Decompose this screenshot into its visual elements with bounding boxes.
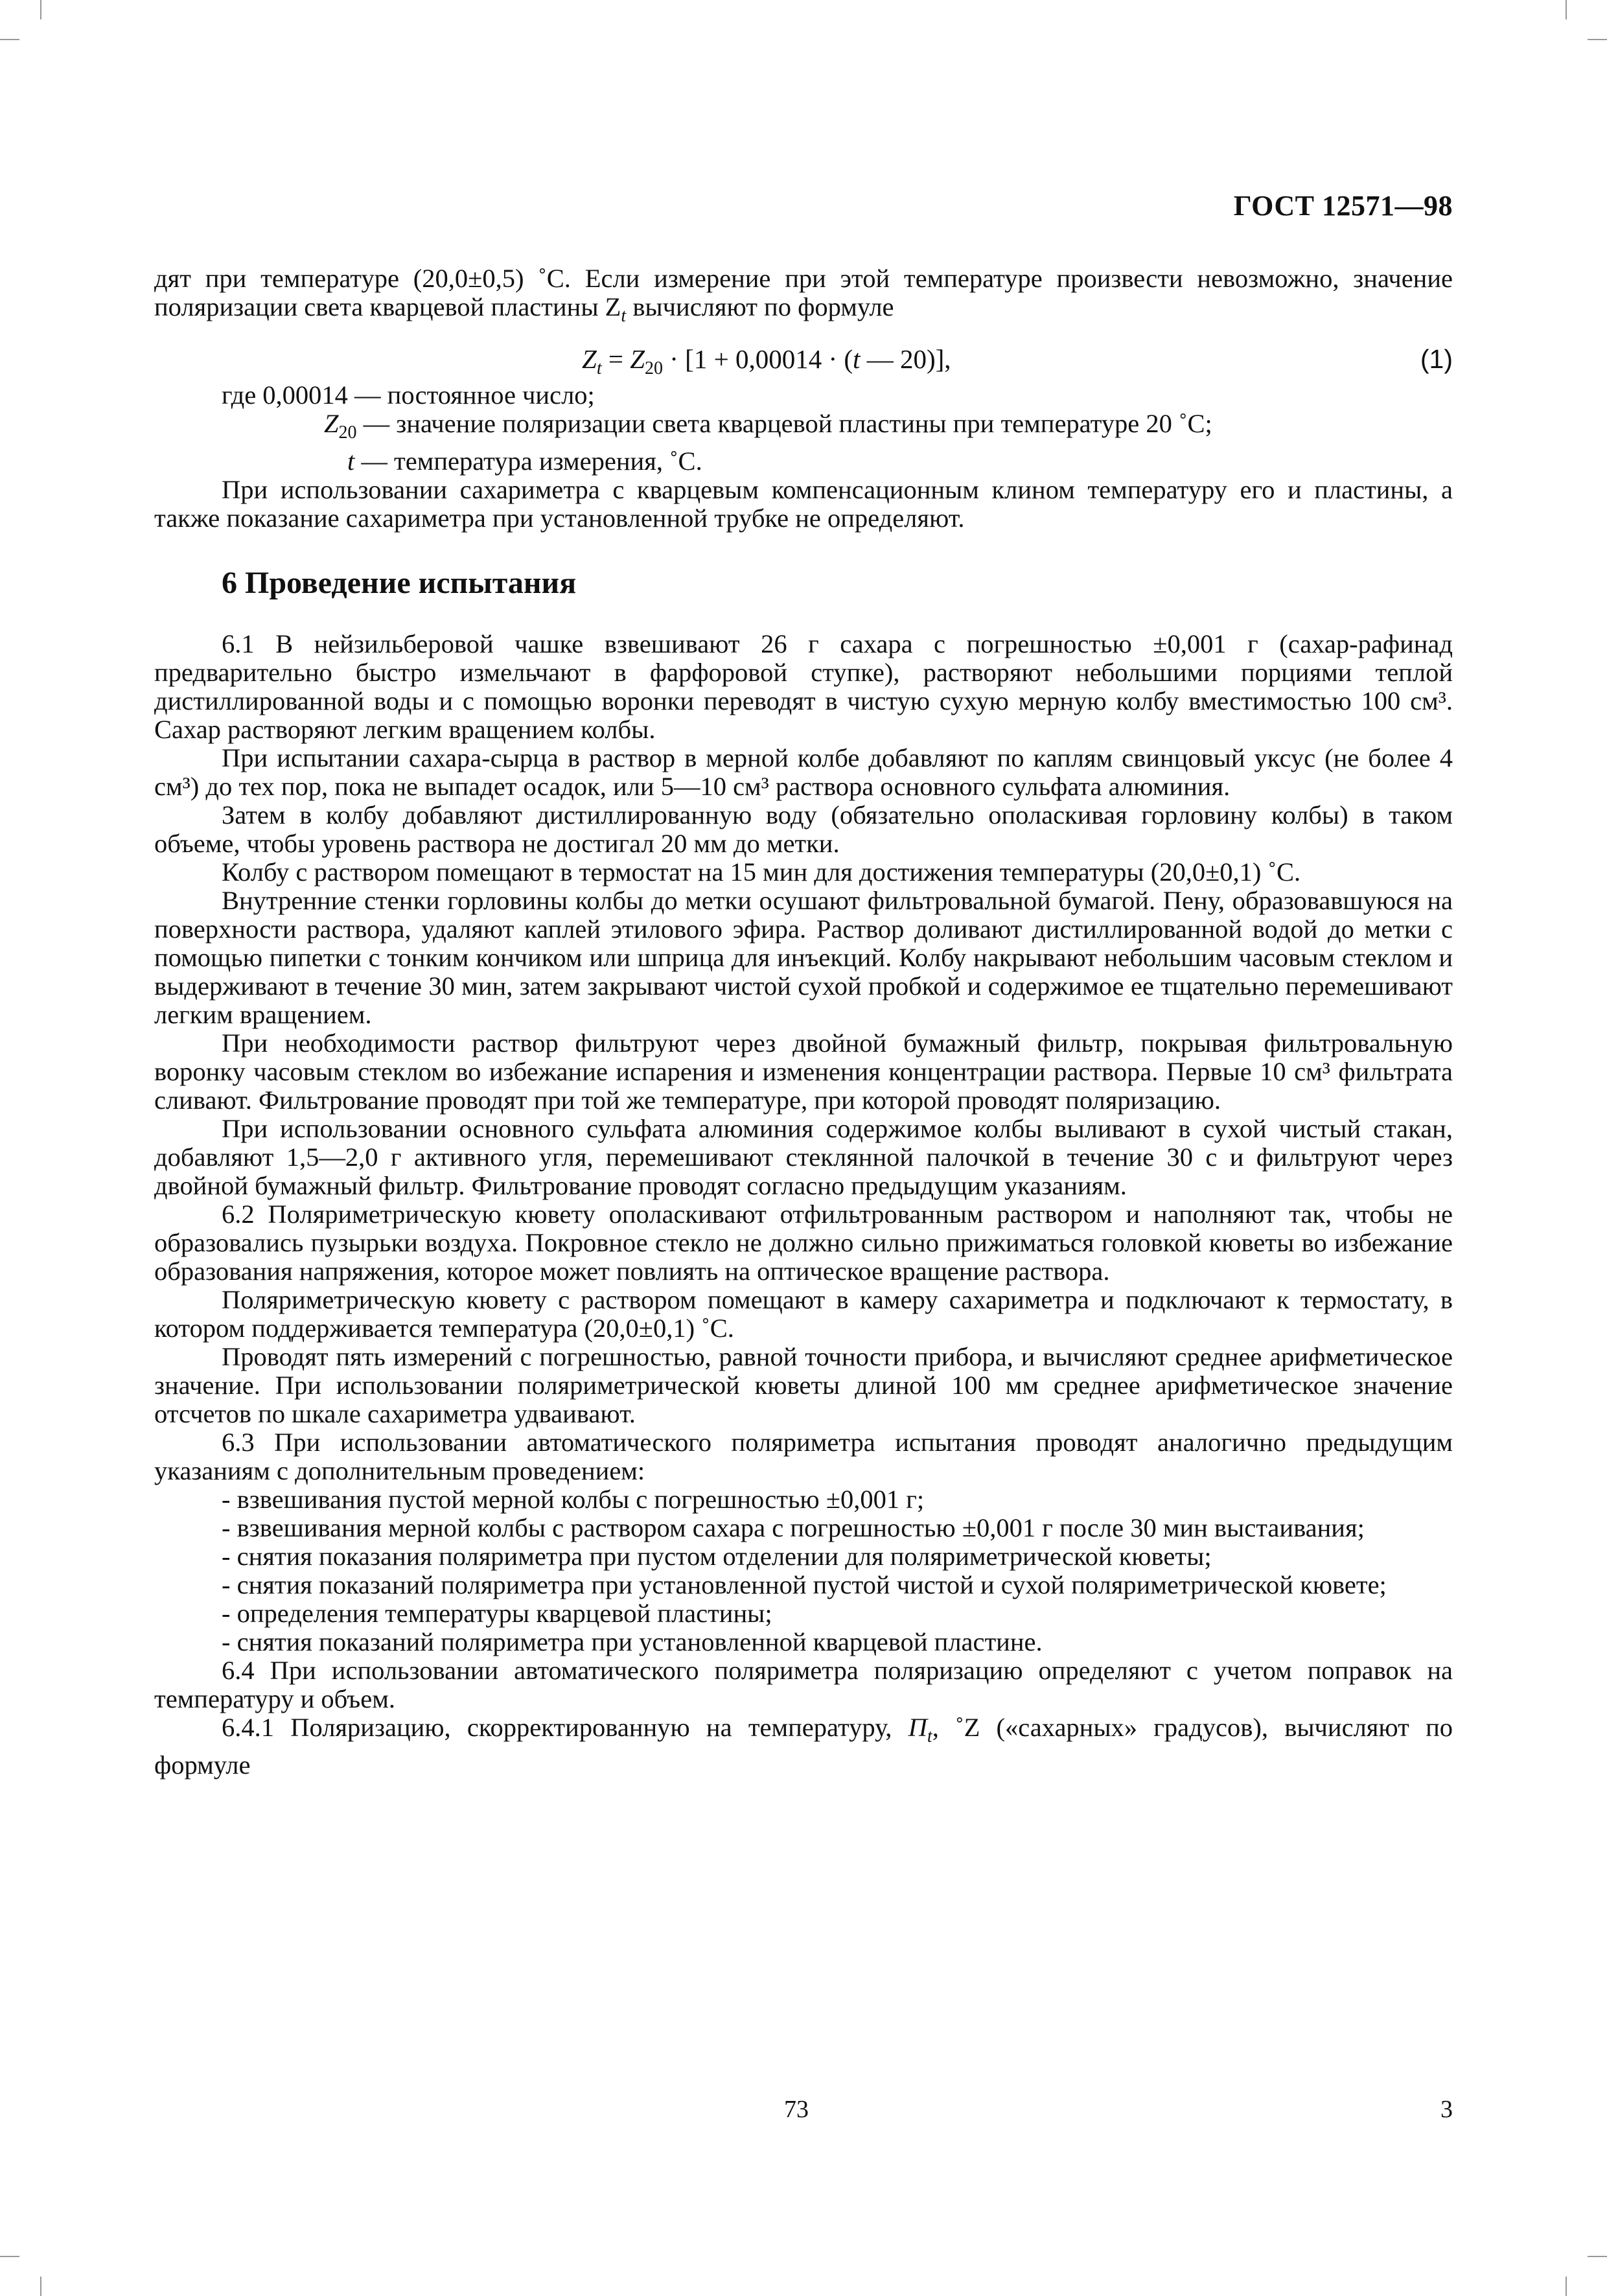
formula-eq: = <box>601 344 630 375</box>
formula-z20: Z <box>630 344 645 375</box>
crop-mark-bottom-left-vertical <box>40 2277 41 2296</box>
list-item: - взвешивания мерной колбы с раствором сахара с погрешностью ±0,001 г после 30 мин выстаивания; <box>222 1513 1365 1543</box>
section-6-title: 6 Проведение испытания <box>222 566 577 601</box>
intro-end: вычисляют по формуле <box>626 292 894 321</box>
clause-6-4: 6.4 При использовании автоматического поляриметра поляризацию определяют с учетом поправок на температуру и объем. <box>154 1656 1453 1714</box>
list-item: - определения температуры кварцевой пластины; <box>222 1599 772 1629</box>
legend-var-z20: Z <box>324 409 339 439</box>
legend-var-z20-sub: 20 <box>338 423 357 443</box>
list-item: - снятия показаний поляриметра при установленной пустой чистой и сухой поляриметрической кювете; <box>222 1570 1387 1600</box>
formula-1-number: (1) <box>1420 344 1453 375</box>
footer-page-number-right: 3 <box>1440 2096 1453 2123</box>
document-code-header: ГОСТ 12571—98 <box>1233 190 1453 222</box>
formula-lhs: Z <box>582 344 597 375</box>
crop-mark-bottom-left <box>0 2256 19 2257</box>
crop-mark-bottom-right-vertical <box>1566 2277 1567 2296</box>
legend-line-2 <box>154 410 1453 447</box>
formula-z20-sub: 20 <box>645 358 664 379</box>
crop-mark-top-left <box>0 39 19 40</box>
five-measurements-paragraph: Проводят пять измерений с погрешностью, равной точности прибора, и вычисляют среднее арифметическое значение. При использовании поляриметрической кюветы длиной 100 мм среднее арифметическое значение отсчетов по шкале сахариметра удваивают. <box>154 1342 1453 1429</box>
clause-6-1: 6.1 В нейзильберовой чашке взвешивают 26 г сахара с погрешностью ±0,001 г (сахар-рафинад предварительно быстро измельчают в фарфоровой ступке), растворяют небольшими порциями теплой дистиллированной воды и с помощью воронки переводят в чистую сухую мерную колбу вместимостью 100 см³. Сахар растворяют легким вращением колбы. <box>154 629 1453 745</box>
filter-paragraph: При необходимости раствор фильтруют через двойной бумажный фильтр, покрывая фильтровальную воронку часовым стеклом во избежание испарения и изменения концентрации раствора. Первые 10 см³ фильтрата сливают. Фильтрование проводят при той же температуре, при которой проводят поляризацию. <box>154 1028 1453 1115</box>
crop-mark-bottom-right <box>1588 2256 1607 2257</box>
intro-paragraph <box>154 264 1453 330</box>
formula-1 <box>154 338 1453 381</box>
formula-t: t <box>853 344 861 375</box>
footer-page-number-center: 73 <box>784 2096 809 2123</box>
clause-6-4-1-end: , ˚Z («сахарных» градусов), вычисляют по формуле <box>154 1713 1453 1780</box>
formula-1-expression <box>582 345 951 383</box>
formula-legend <box>154 381 1453 476</box>
clause-6-4-1-var: П <box>908 1713 927 1743</box>
clause-6-4-1-start: 6.4.1 Поляризацию, скорректированную на температуру, <box>222 1713 908 1743</box>
list-item: - взвешивания пустой мерной колбы с погрешностью ±0,001 г; <box>222 1485 925 1514</box>
sulfate-paragraph: При использовании основного сульфата алюминия содержимое колбы выливают в сухой чистый стакан, добавляют 1,5—2,0 г активного угля, перемешивают стеклянной палочкой в течение 30 с и фильтруют через двойной бумажный фильтр. Фильтрование проводят согласно предыдущим указаниям. <box>154 1114 1453 1201</box>
legend-text-z20: — значение поляризации света кварцевой пластины при температуре 20 ˚С; <box>356 409 1212 439</box>
clause-6-2: 6.2 Поляриметрическую кювету ополаскивают отфильтрованным раствором и наполняют так, чтобы не образовались пузырьки воздуха. Покровное стекло не должно сильно прижиматься головкой кюветы во избежание образования напряжения, которое может повлиять на оптическое вращение раствора. <box>154 1200 1453 1286</box>
raw-sugar-paragraph: При испытании сахара-сырца в раствор в мерной колбе добавляют по каплям свинцовый уксус (не более 4 см³) до тех пор, пока не выпадет осадок, или 5—10 см³ раствора основного сульфата алюминия. <box>154 743 1453 802</box>
page-content <box>154 264 1453 1780</box>
list-item: - снятия показаний поляриметра при установленной кварцевой пластине. <box>222 1627 1043 1657</box>
saccharimeter-paragraph: При использовании сахариметра с кварцевым компенсационным клином температуру его и пластины, а также показание сахариметра при установленной трубке не определяют. <box>154 475 1453 533</box>
legend-line-3 <box>154 447 1453 476</box>
formula-rhs: · [1 + 0,00014 · ( <box>663 344 853 375</box>
legend-text-t: — температура измерения, ˚С. <box>354 446 702 476</box>
crop-mark-top-right-vertical <box>1566 0 1567 19</box>
cuvette-paragraph: Поляриметрическую кювету с раствором помещают в камеру сахариметра и подключают к термостату, в котором поддерживается температура (20,0±0,1) ˚С. <box>154 1285 1453 1343</box>
intro-sub: t <box>621 306 627 327</box>
formula-rhs-end: — 20)], <box>860 344 951 375</box>
clause-6-4-1 <box>154 1713 1453 1780</box>
formula-lhs-sub: t <box>596 358 602 379</box>
thermostat-paragraph: Колбу с раствором помещают в термостат на 15 мин для достижения температуры (20,0±0,1) ˚С. <box>222 857 1301 887</box>
list-item: - снятия показания поляриметра при пустом отделении для поляриметрической кюветы; <box>222 1542 1212 1571</box>
crop-mark-top-left-vertical <box>40 0 41 19</box>
clause-6-3: 6.3 При использовании автоматического поляриметра испытания проводят аналогично предыдущим указаниям с дополнительным проведением: <box>154 1428 1453 1486</box>
crop-mark-top-right <box>1588 39 1607 40</box>
legend-line-1: где 0,00014 — постоянное число; <box>222 380 595 410</box>
legend-var-t: t <box>347 446 355 476</box>
walls-paragraph: Внутренние стенки горловины колбы до метки осушают фильтровальной бумагой. Пену, образовавшуюся на поверхности раствора, удаляют каплей этилового эфира. Раствор доливают дистиллированной водой до метки с помощью пипетки с тонким кончиком или шприца для инъекций. Колбу накрывают небольшим часовым стеклом и выдерживают в течение 30 мин, затем закрывают чистой сухой пробкой и содержимое ее тщательно перемешивают легким вращением. <box>154 886 1453 1030</box>
intro-text: дят при температуре (20,0±0,5) ˚С. Если измерение при этой температуре произвести невозможно, значение поляризации света кварцевой пластины Z <box>154 264 1453 321</box>
clause-6-4-1-sub: t <box>927 1726 932 1747</box>
water-paragraph: Затем в колбу добавляют дистиллированную воду (обязательно ополаскивая горловину колбы) в таком объеме, чтобы уровень раствора не достигал 20 мм до метки. <box>154 800 1453 859</box>
